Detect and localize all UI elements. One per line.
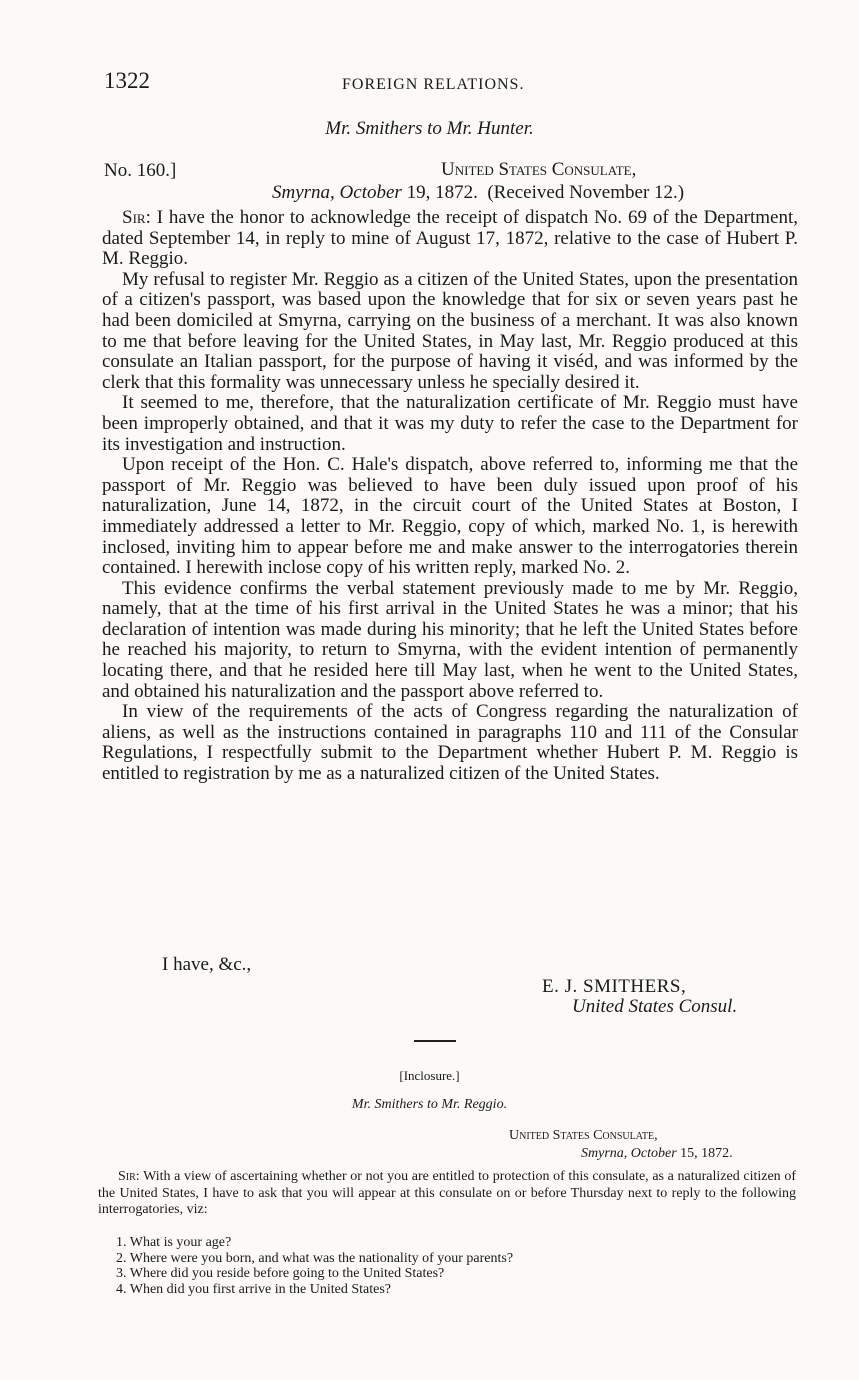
salutation: Sir: bbox=[122, 207, 151, 228]
letter-dateline bbox=[272, 182, 684, 204]
list-item: 4. When did you first arrive in the United States? bbox=[116, 1281, 392, 1297]
letter-body bbox=[102, 208, 798, 785]
page-number: 1322 bbox=[104, 68, 150, 93]
letter-paragraph: Sir: I have the honor to acknowledge the receipt of dispatch No. 69 of the Department, dated September 14, in reply to mine of August 17, 1872, relative to the case of Hubert P. M. Reggio. bbox=[102, 207, 799, 270]
section-divider bbox=[414, 1040, 456, 1042]
received-note: (Received November 12.) bbox=[487, 182, 685, 203]
list-item: 3. Where did you reside before going to the United States? bbox=[116, 1266, 445, 1281]
letter-place-date: Smyrna, October bbox=[272, 182, 402, 203]
letter-title: Mr. Smithers to Mr. Hunter. bbox=[325, 118, 534, 139]
letter-paragraph: It seemed to me, therefore, that the naturalization certificate of Mr. Reggio must have been improperly obtained, and that it was my duty to refer the case to the Department for its investigation and instruction. bbox=[102, 392, 798, 455]
dispatch-number: No. 160.] bbox=[104, 160, 177, 181]
letter-paragraph: This evidence confirms the verbal statement previously made to me by Mr. Reggio, namely, that at the time of his first arrival in the United States he was a minor; that his declaration of intention was made during his minority; that he left the United States before he reached his majority, to return to Smyrna, with the evident intention of permanently locating there, and that he resided here till May last, when he went to the United States, and obtained his naturalization and the passport above referred to. bbox=[102, 577, 798, 702]
letter-date-rest: 19, 1872. bbox=[401, 182, 478, 203]
letter-paragraph: My refusal to register Mr. Reggio as a citizen of the United States, upon the presentation of a citizen's passport, was based upon the knowledge that for six or seven years past he had been domiciled at Smyrna, carrying on the business of a merchant. It was also known to me that before leaving for the United States, in May last, Mr. Reggio produced at this consulate an Italian passport, for the purpose of having it viséd, and was informed by the clerk that this formality was unnecessary unless he specially desired it. bbox=[102, 268, 798, 393]
signer-name: E. J. SMITHERS, bbox=[542, 976, 687, 997]
interrogatories-list bbox=[116, 1235, 513, 1297]
signer-title: United States Consul. bbox=[572, 996, 738, 1017]
inclosure-label: [Inclosure.] bbox=[399, 1068, 460, 1083]
letter-paragraph: Upon receipt of the Hon. C. Hale's dispatch, above referred to, informing me that the passport of Mr. Reggio was believed to have been duly issued upon proof of his naturalization, June 14, 1872, in the circuit court of the United States at Boston, I immediately addressed a letter to Mr. Reggio, copy of which, marked No. 1, is herewith inclosed, inviting him to appear before me and make answer to the interrogatories therein contained. I herewith inclose copy of his written reply, marked No. 2. bbox=[102, 454, 798, 579]
inclosure-date-rest: 15, 1872. bbox=[676, 1146, 733, 1161]
list-item: 1. What is your age? bbox=[116, 1235, 232, 1250]
inclosure-dateline bbox=[581, 1146, 733, 1162]
inclosure-consulate: United States Consulate, bbox=[509, 1128, 658, 1143]
running-title: FOREIGN RELATIONS. bbox=[342, 76, 525, 93]
inclosure-title: Mr. Smithers to Mr. Reggio. bbox=[351, 1097, 508, 1112]
letter-paragraph: In view of the requirements of the acts of Congress regarding the naturalization of aliens, as well as the instructions contained in paragraphs 110 and 111 of the Consular Regulations, I respectfully submit to the Department whether Hubert P. M. Reggio is entitled to registration by me as a naturalized citizen of the United States. bbox=[102, 701, 798, 785]
inclosure-salutation: Sir: bbox=[118, 1169, 140, 1184]
letter-consulate: United States Consulate, bbox=[441, 159, 637, 180]
inclosure-paragraph: Sir: With a view of ascertaining whether or not you are entitled to protection of this consulate, as a naturalized citizen of the United States, I have to ask that you will appear at this consulate on or before Thursday next to reply to the following interrogatories, viz: bbox=[98, 1169, 796, 1217]
closing: I have, &c., bbox=[162, 954, 252, 975]
inclosure-body bbox=[98, 1169, 796, 1219]
inclosure-place-date: Smyrna, October bbox=[581, 1146, 677, 1161]
list-item: 2. Where were you born, and what was the nationality of your parents? bbox=[116, 1250, 514, 1266]
